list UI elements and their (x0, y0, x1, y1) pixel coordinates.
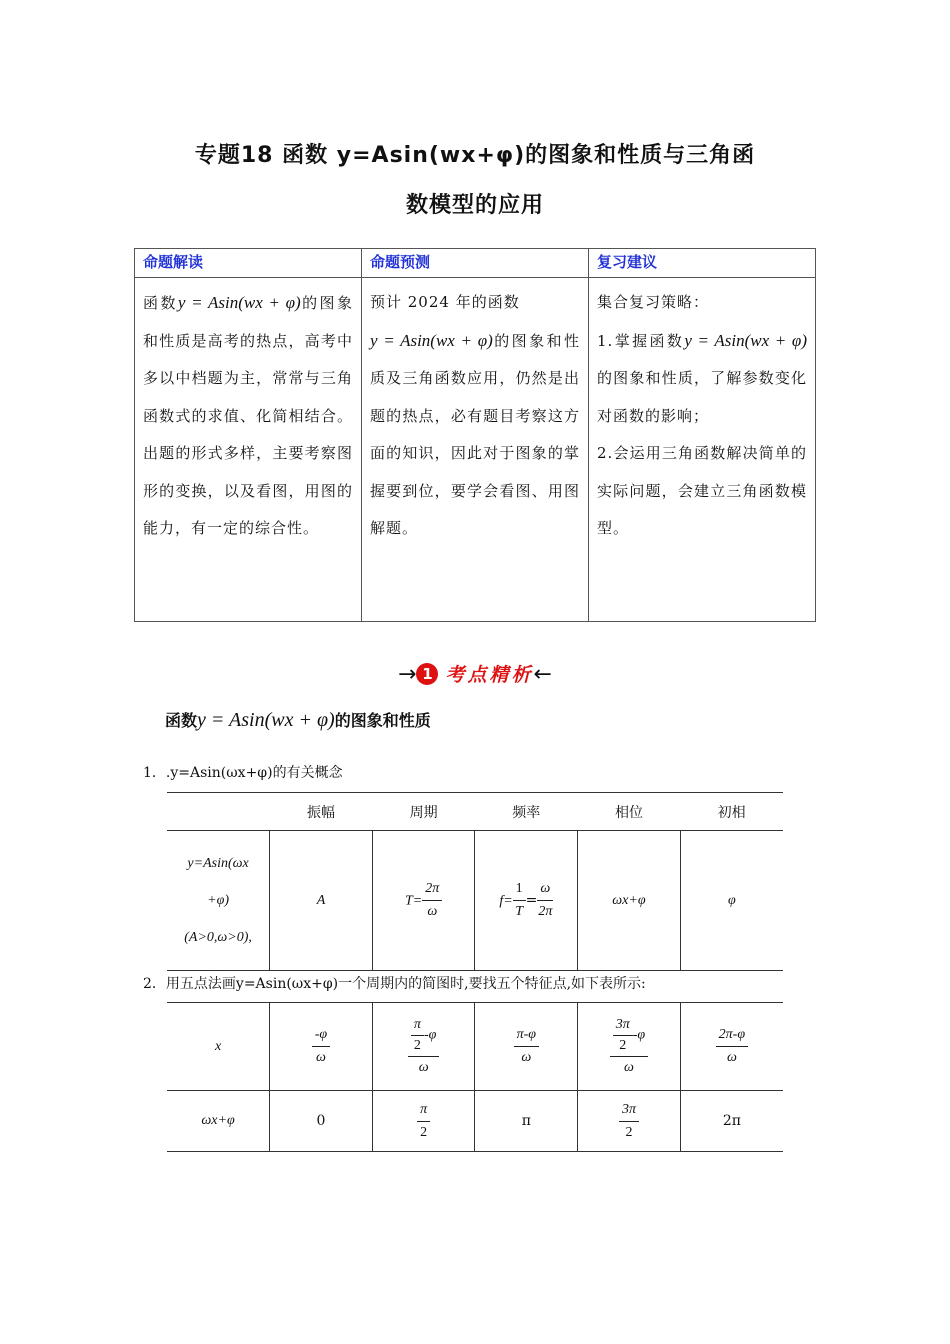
x2-num (408, 1016, 439, 1057)
col3-intro: 集合复习策略： (597, 293, 710, 311)
p2-fraction (417, 1100, 430, 1143)
t1-header-initial-phase: 初相 (680, 793, 783, 831)
t1-period-value (372, 831, 475, 971)
x1-num: -φ (312, 1025, 330, 1047)
x2-inner-fraction (411, 1016, 424, 1055)
intro-cell-advice (589, 278, 816, 622)
col3-item1-body: 的图象和性质，了解参数变化对函数的影响； (597, 369, 807, 425)
t2-phase-value-2 (372, 1091, 475, 1152)
col1-body: 和性质是高考的热点，高考中多以中档题为主，常常与三角函数式的求值、化简相结合。出题的形式多样，主要考察图形的变换，以及看图，用图的能力，有一定的综合性。 (143, 331, 353, 537)
right-arrow-glyph: → (398, 662, 417, 687)
title-line-2: 数模型的应用 (405, 193, 544, 218)
t2-x-value-2 (372, 1003, 475, 1091)
intro-header-prediction: 命题预测 (362, 249, 589, 278)
t2-phase-value-4 (578, 1091, 681, 1152)
x4-inner-den: 2 (619, 1037, 627, 1053)
intro-header-advice: 复习建议 (589, 249, 816, 278)
intro-cell-interpretation (135, 278, 362, 622)
x4-fraction (610, 1016, 648, 1078)
t1-label-line-2: +φ) (207, 893, 229, 908)
subhead-prefix: 函数 (165, 711, 198, 730)
subhead-suffix: 的图象和性质 (334, 711, 431, 730)
x2-den: ω (418, 1059, 429, 1075)
x2-inner-den: 2 (413, 1037, 421, 1053)
p2-den: 2 (420, 1124, 428, 1140)
x4-num (610, 1016, 648, 1057)
intro-header-interpretation: 命题解读 (135, 249, 362, 278)
t1-header-empty (167, 793, 270, 831)
t1-label-line-3: (A>0,ω>0), (184, 930, 252, 945)
period-numerator: 2π (422, 879, 442, 901)
concept-table (167, 792, 783, 971)
p4-fraction (619, 1100, 639, 1143)
frequency-num-2: ω (537, 879, 553, 901)
col3-formula: y = Asin(wx + φ) (684, 330, 807, 350)
t2-x-label: x (167, 1003, 270, 1091)
col1-formula: y = Asin(wx + φ) (177, 293, 301, 312)
p2-num: π (417, 1100, 430, 1122)
item-2 (143, 973, 646, 993)
t1-frequency-value (475, 831, 578, 971)
col3-item2: 2.会运用三角函数解决简单的实际问题，会建立三角函数模型。 (597, 444, 807, 537)
left-arrow-glyph: ← (533, 662, 552, 687)
x2-inner-num: π (411, 1016, 424, 1036)
t1-header-period: 周期 (372, 793, 475, 831)
x4-inner-num: 3π (613, 1016, 633, 1036)
frequency-num-1: 1 (513, 879, 526, 901)
t2-x-value-1 (270, 1003, 373, 1091)
section-heading (0, 660, 950, 687)
t2-phase-value-5: 2π (680, 1091, 783, 1152)
col2-suffix: 的图象和性 (492, 331, 580, 350)
x4-tail: -φ (632, 1027, 646, 1043)
t2-phase-value-3: π (475, 1091, 578, 1152)
x3-den: ω (521, 1050, 532, 1065)
x5-num: 2π-φ (716, 1025, 748, 1047)
item-1 (143, 762, 343, 782)
frequency-den-2: 2π (538, 904, 553, 919)
frequency-fraction-1 (513, 879, 526, 922)
t1-header-amplitude: 振幅 (270, 793, 373, 831)
col2-body: 质及三角函数应用，仍然是出题的热点，必有题目考察这方面的知识，因此对于图象的掌握要到位，要学会看图、用图解题。 (370, 369, 580, 537)
col3-item1-prefix: 1.掌握函数 (597, 331, 685, 350)
five-point-table (167, 1002, 783, 1152)
t2-x-value-5 (680, 1003, 783, 1091)
col1-suffix: 的图象 (300, 294, 353, 312)
t1-initial-phase-value: φ (680, 831, 783, 971)
t2-x-value-3 (475, 1003, 578, 1091)
x2-tail: -φ (423, 1027, 437, 1043)
col1-prefix: 函数 (143, 294, 178, 312)
x2-fraction (408, 1016, 439, 1078)
subsection-heading (165, 708, 431, 732)
period-lhs: T= (405, 893, 423, 909)
x1-den: ω (316, 1050, 326, 1065)
p4-den: 2 (625, 1124, 633, 1140)
period-fraction (422, 879, 442, 922)
t2-phase-label: ωx+φ (167, 1091, 270, 1152)
t2-phase-value-1: 0 (270, 1091, 373, 1152)
t1-label-line-1: y=Asin(ωx (187, 856, 249, 871)
x4-inner-fraction (613, 1016, 633, 1055)
frequency-fraction-2 (537, 879, 553, 922)
item-1-text: .y=Asin(ωx+φ)的有关概念 (165, 765, 343, 781)
p4-num: 3π (619, 1100, 639, 1122)
title-line-1: 专题18 函数 y=Asin(wx+φ)的图象和性质与三角函 (194, 143, 756, 168)
item-2-text: 用五点法画y=Asin(ωx+φ)一个周期内的简图时,要找五个特征点,如下表所示: (165, 976, 646, 992)
x5-den: ω (726, 1050, 737, 1065)
number-badge-icon: 1 (416, 663, 438, 685)
subhead-formula: y = Asin(wx + φ) (197, 709, 335, 731)
t2-x-value-4 (578, 1003, 681, 1091)
t1-header-frequency: 频率 (475, 793, 578, 831)
frequency-lhs: f= (499, 893, 513, 909)
col2-formula: y = Asin(wx + φ) (370, 330, 493, 350)
t1-phase-value: ωx+φ (578, 831, 681, 971)
period-denominator: ω (427, 904, 438, 919)
frequency-equals: = (525, 892, 538, 909)
col2-prefix: 预计 2024 年的函数 (370, 293, 520, 311)
x5-fraction (716, 1025, 748, 1068)
intro-cell-prediction (362, 278, 589, 622)
t1-header-phase: 相位 (578, 793, 681, 831)
frequency-den-1: T (515, 904, 524, 919)
t1-amplitude-value: A (270, 831, 373, 971)
t1-row-label (167, 831, 270, 971)
section-label: 考点精析 (445, 664, 534, 686)
x3-num: π-φ (514, 1025, 539, 1047)
intro-table (134, 248, 816, 622)
item-2-number: 2． (143, 976, 166, 992)
x3-fraction (514, 1025, 539, 1068)
x1-fraction (312, 1025, 330, 1068)
x4-den: ω (624, 1059, 634, 1075)
item-1-number: 1． (143, 765, 166, 781)
